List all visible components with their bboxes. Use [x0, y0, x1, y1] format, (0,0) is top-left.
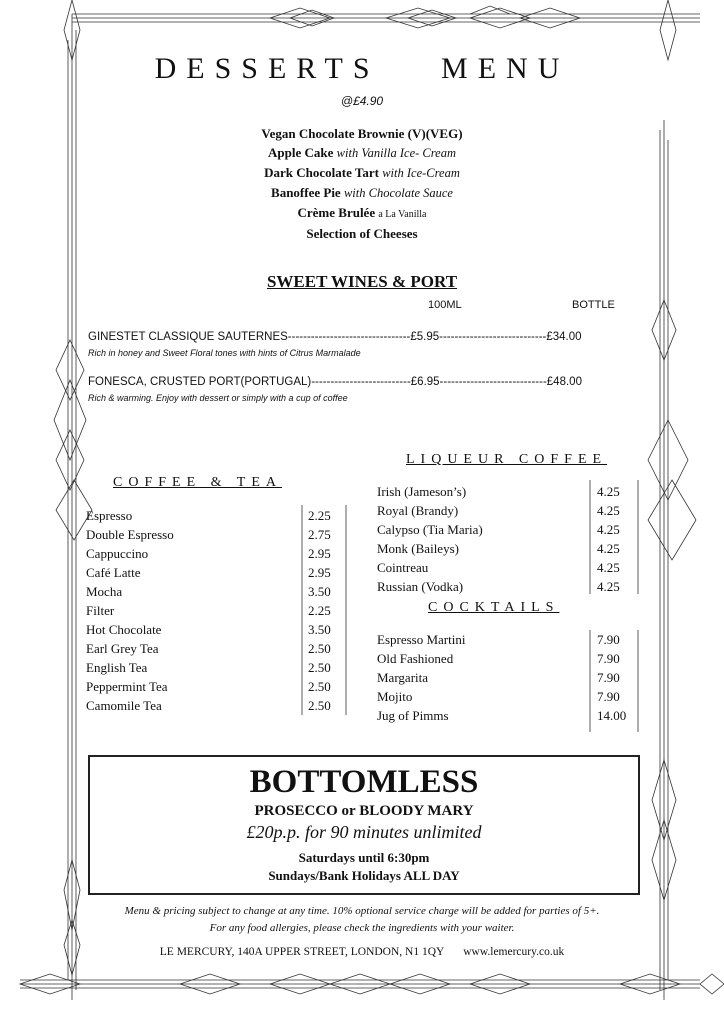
list-price: 2.95 [308, 565, 331, 580]
list-item: Mojito [377, 689, 413, 704]
footer-note-allergies: For any food allergies, please check the ingredients with your waiter. [209, 922, 515, 934]
dessert-name: Vegan Chocolate Brownie (V)(VEG) [261, 126, 463, 141]
wine-desc: Rich in honey and Sweet Floral tones with hints of Citrus Marmalade [88, 348, 361, 358]
list-price: 2.95 [308, 546, 331, 561]
website-link[interactable]: www.lemercury.co.uk [463, 946, 565, 958]
list-item: Hot Chocolate [86, 622, 162, 637]
dessert-item [0, 163, 724, 183]
list-item: Royal (Brandy) [377, 503, 459, 518]
liqueur-coffee-list [377, 484, 647, 600]
page-title [0, 52, 724, 86]
list-price: 4.25 [597, 541, 620, 556]
dessert-item [0, 124, 724, 143]
dessert-note: with Ice-Cream [382, 166, 460, 180]
list-item: Margarita [377, 670, 429, 685]
list-item: Mocha [86, 584, 123, 599]
list-price: 4.25 [597, 484, 620, 499]
dessert-price: @£4.90 [340, 94, 384, 108]
cocktails-heading: COCKTAILS [428, 600, 560, 615]
dessert-name: Apple Cake [268, 145, 334, 160]
list-item: English Tea [86, 660, 148, 675]
list-item: Irish (Jameson’s) [377, 484, 467, 499]
footer-address-line [0, 946, 724, 958]
footer-note-pricing: Menu & pricing subject to change at any time. 10% optional service charge will be added for parties of 5+. [124, 905, 600, 917]
desserts-list [0, 124, 724, 243]
coffee-tea-heading: COFFEE & TEA [113, 475, 282, 490]
list-price: 3.50 [308, 622, 331, 637]
list-price: 4.25 [597, 503, 620, 518]
dessert-name: Banoffee Pie [271, 185, 341, 200]
cocktails-list [377, 632, 647, 736]
wines-col-100ml: 100ML [428, 299, 462, 311]
restaurant-address: LE MERCURY, 140A UPPER STREET, LONDON, N1 1QY [159, 946, 445, 958]
bottomless-saturdays: Saturdays until 6:30pm [298, 850, 430, 865]
list-price: 7.90 [597, 670, 620, 685]
list-item: Camomile Tea [86, 698, 162, 713]
wine-desc: Rich & warming. Enjoy with dessert or simply with a cup of coffee [88, 393, 348, 403]
wines-col-bottle: BOTTLE [572, 299, 615, 311]
list-price: 2.75 [308, 527, 331, 542]
list-item: Russian (Vodka) [377, 579, 464, 594]
list-price: 2.25 [308, 508, 331, 523]
dessert-note: with Vanilla Ice- Cream [336, 146, 456, 160]
bottomless-box [88, 755, 640, 895]
list-price: 7.90 [597, 651, 620, 666]
list-price: 4.25 [597, 522, 620, 537]
bottomless-title: BOTTOMLESS [249, 764, 479, 800]
list-price: 2.50 [308, 660, 331, 675]
dessert-note: a La Vanilla [378, 209, 427, 220]
dessert-item [0, 143, 724, 163]
list-item: Calypso (Tia Maria) [377, 522, 483, 537]
list-item: Monk (Baileys) [377, 541, 459, 556]
list-price: 4.25 [597, 560, 620, 575]
dessert-note: with Chocolate Sauce [343, 186, 453, 200]
list-item: Jug of Pimms [377, 708, 449, 723]
dessert-item [0, 224, 724, 243]
list-price: 2.25 [308, 603, 331, 618]
list-item: Filter [86, 603, 115, 618]
title-word-menu: MENU [441, 52, 570, 85]
wine-line: FONESCA, CRUSTED PORT(PORTUGAL)--------------------------£6.95----------------------------£48.00 [88, 376, 582, 388]
list-item: Café Latte [86, 565, 141, 580]
liqueur-coffee-heading: LIQUEUR COFFEE [406, 452, 608, 467]
list-item: Espresso [86, 508, 133, 523]
bottomless-sundays: Sundays/Bank Holidays ALL DAY [268, 868, 460, 883]
bottomless-subtitle: PROSECCO or BLOODY MARY [254, 803, 474, 819]
list-item: Cointreau [377, 560, 429, 575]
list-item: Espresso Martini [377, 632, 466, 647]
bottomless-offer: £20p.p. for 90 minutes unlimited [246, 822, 482, 842]
dessert-name: Selection of Cheeses [306, 226, 418, 241]
dessert-name: Dark Chocolate Tart [264, 165, 379, 180]
list-price: 3.50 [308, 584, 331, 599]
list-item: Cappuccino [86, 546, 149, 561]
list-price: 2.50 [308, 679, 331, 694]
list-item: Peppermint Tea [86, 679, 168, 694]
list-price: 7.90 [597, 689, 620, 704]
coffee-tea-list [86, 508, 356, 718]
dessert-item [0, 203, 724, 224]
list-item: Old Fashioned [377, 651, 454, 666]
dessert-name: Crème Brulée [297, 205, 376, 220]
title-word-desserts: DESSERTS [154, 52, 380, 85]
list-price: 2.50 [308, 698, 331, 713]
list-price: 4.25 [597, 579, 620, 594]
list-price: 2.50 [308, 641, 331, 656]
dessert-item [0, 183, 724, 203]
list-item: Double Espresso [86, 527, 174, 542]
list-price: 14.00 [597, 708, 627, 723]
list-item: Earl Grey Tea [86, 641, 159, 656]
wine-line: GINESTET CLASSIQUE SAUTERNES--------------------------------£5.95----------------------------£34.00 [88, 331, 582, 343]
list-price: 7.90 [597, 632, 620, 647]
wines-heading: SWEET WINES & PORT [266, 272, 458, 291]
